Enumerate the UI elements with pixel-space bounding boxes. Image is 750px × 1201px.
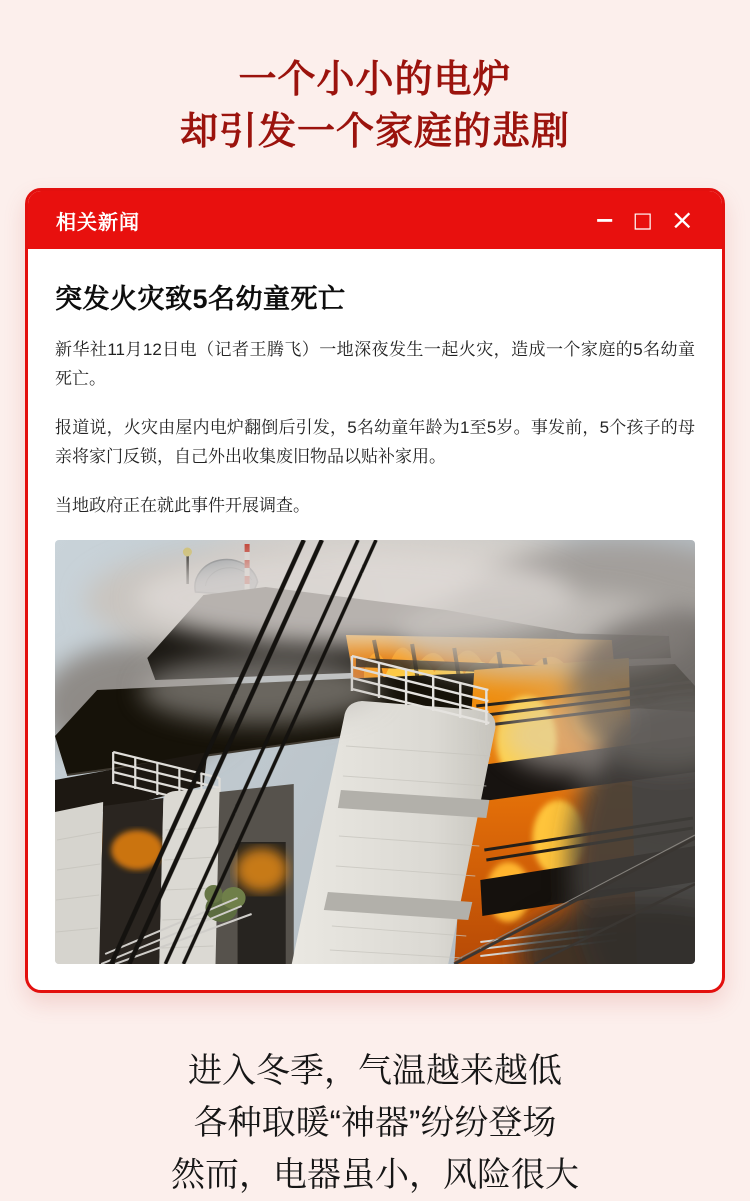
article-body	[28, 249, 722, 990]
burning-apartment-building-photo	[55, 540, 695, 964]
article-paragraph: 当地政府正在就此事件开展调查。	[55, 495, 310, 515]
footer-line-3: 然而，电器虽小，风险很大	[171, 1156, 579, 1195]
page-title	[0, 0, 750, 158]
footer-line-1: 进入冬季，气温越来越低	[188, 1052, 562, 1091]
page-title-line-1: 一个小小的电炉	[238, 59, 512, 101]
news-window	[25, 188, 725, 993]
window-controls	[594, 203, 694, 236]
article-paragraph: 报道说，火灾由屋内电炉翻倒后引发，5名幼童年龄为1至5岁。事发前，5个孩子的母亲将家门反锁，自己外出收集废旧物品以贴补家用。	[55, 417, 695, 466]
footer-message	[0, 1045, 750, 1201]
window-titlebar	[28, 191, 722, 249]
footer-line-2: 各种取暖“神器”纷纷登场	[193, 1104, 557, 1143]
minimize-icon[interactable]: −	[594, 206, 615, 234]
close-icon[interactable]: ×	[670, 203, 694, 236]
window-title: 相关新闻	[56, 211, 140, 234]
maximize-icon[interactable]: □	[632, 208, 653, 232]
article-paragraph: 新华社11月12日电（记者王腾飞）一地深夜发生一起火灾，造成一个家庭的5名幼童死亡。	[55, 340, 695, 388]
page-title-line-2: 却引发一个家庭的悲剧	[179, 111, 570, 153]
article-headline: 突发火灾致5名幼童死亡	[55, 284, 346, 314]
